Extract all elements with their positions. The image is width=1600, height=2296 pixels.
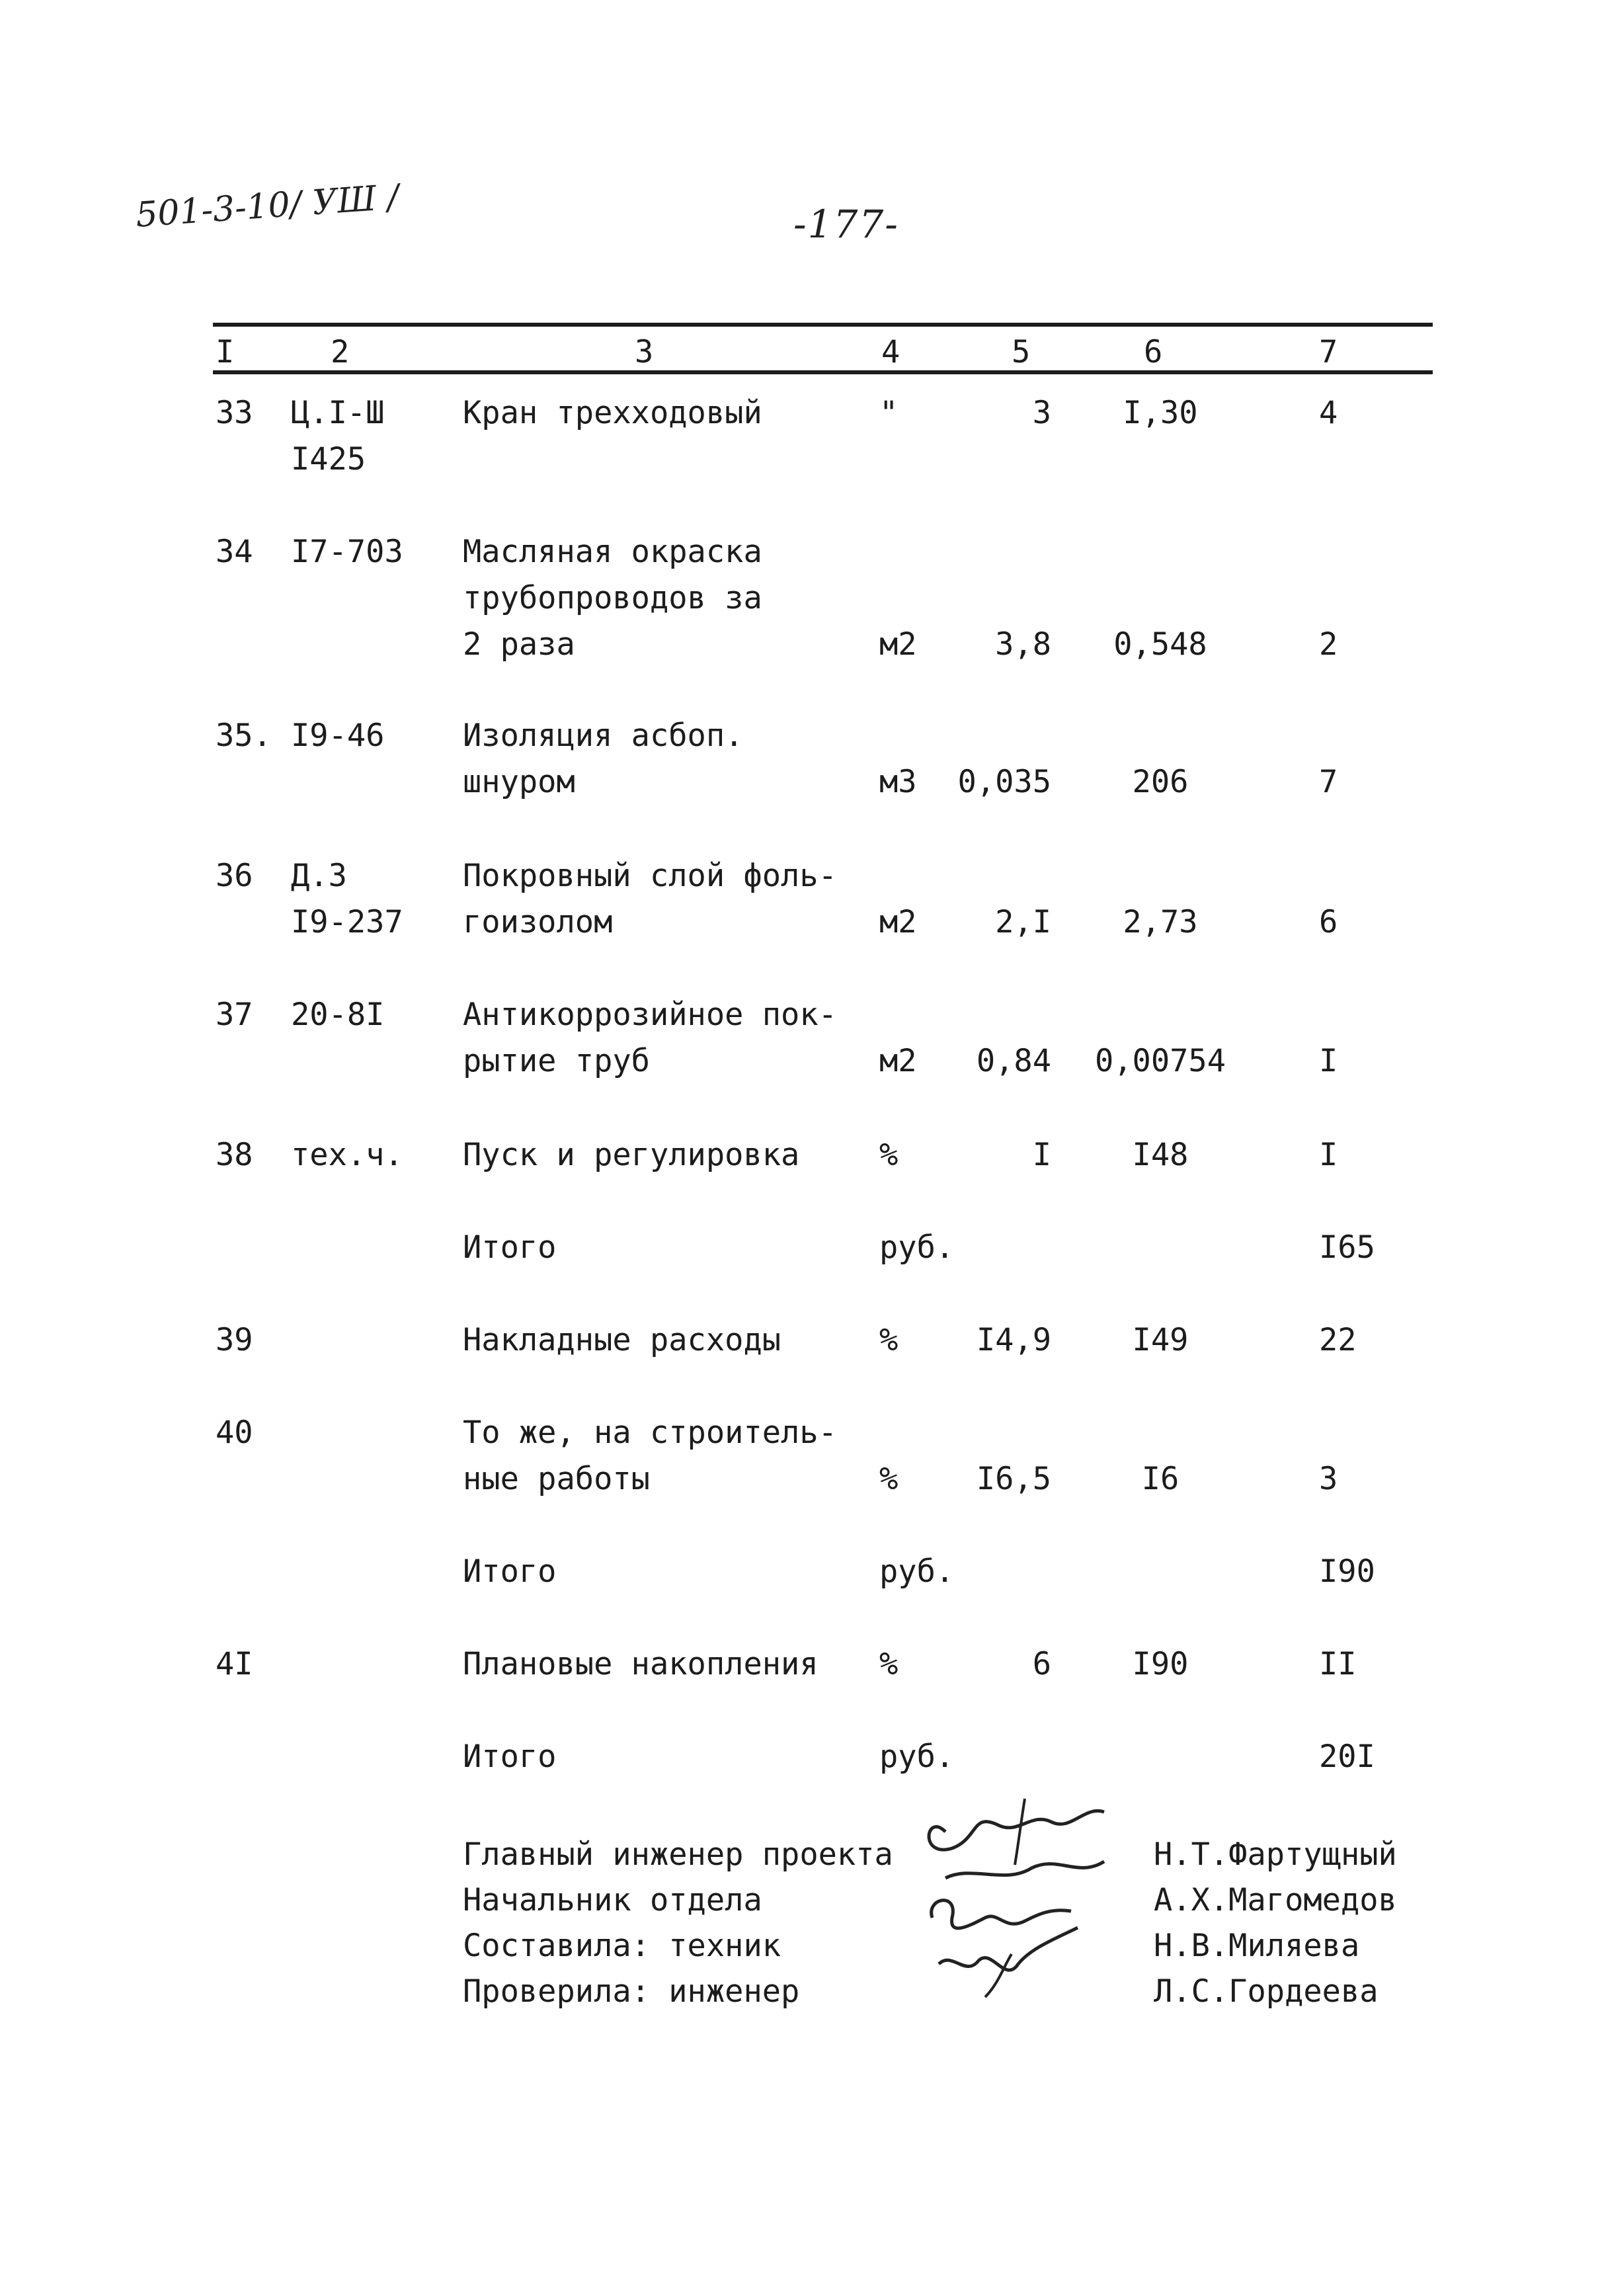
row-unit: " [879,395,899,431]
col-header-7: 7 [1319,334,1338,370]
row-code: I9-46 [291,718,385,754]
signature-name: Н.В.Миляева [1154,1928,1360,1964]
row-unit: руб. [879,1229,955,1266]
row-price: 0,548 [1113,626,1207,663]
row-number: 35. [216,718,272,754]
page-number: -177- [793,202,899,247]
row-unit: % [879,1646,899,1682]
signature-name: Л.С.Гордеева [1154,1973,1379,2010]
row-name: 2 раза [463,626,575,663]
row-total: I65 [1319,1229,1375,1266]
row-name: Накладные расходы [463,1322,781,1358]
row-price: I49 [1132,1322,1189,1358]
row-quantity: 0,84 [976,1043,1051,1079]
row-code: I7-703 [291,534,403,570]
row-quantity: 3 [1032,395,1051,431]
row-quantity: I [1032,1137,1051,1173]
row-price: I,30 [1123,395,1198,431]
row-total: II [1319,1646,1357,1682]
row-price: I6 [1141,1461,1180,1497]
row-name: Кран трехходовый [463,395,762,431]
row-price: 206 [1132,764,1189,800]
row-name: шнуром [463,764,575,800]
handwritten-signatures [906,1785,1131,2010]
row-number: 36 [216,858,253,894]
signature-role: Составила: техник [463,1928,781,1964]
col-header-6: 6 [1144,334,1163,370]
row-price: 0,00754 [1094,1043,1226,1079]
row-name: Антикоррозийное пок- [463,997,837,1033]
row-number: 39 [216,1322,253,1358]
row-unit: м2 [879,626,917,663]
row-price: I48 [1132,1137,1189,1173]
row-code: тех.ч. [291,1137,403,1173]
row-unit: м3 [879,764,917,800]
col-header-3: 3 [635,334,654,370]
row-unit: % [879,1322,899,1358]
signature-role: Проверила: инженер [463,1973,800,2010]
row-unit: м2 [879,904,917,940]
signature-role: Начальник отдела [463,1882,762,1918]
signature-role: Главный инженер проекта [463,1836,893,1873]
row-number: 37 [216,997,253,1033]
row-quantity: I6,5 [976,1461,1051,1497]
row-quantity: 2,I [995,904,1051,940]
row-total: 7 [1319,764,1338,800]
row-name: гоизолом [463,904,613,940]
row-unit: % [879,1137,899,1173]
row-name: Покровный слой фоль- [463,858,837,894]
row-name: Пуск и регулировка [463,1137,800,1173]
document-code: 501-3-10/ УШ / [134,177,401,235]
row-total: 3 [1319,1461,1338,1497]
row-total: I90 [1319,1553,1375,1590]
row-name: Итого [463,1229,557,1266]
row-total: 6 [1319,904,1338,940]
signature-name: А.Х.Магомедов [1154,1882,1397,1918]
row-price: I90 [1132,1646,1189,1682]
row-code: Д.3 [291,858,347,894]
row-name: Итого [463,1553,557,1590]
col-header-1: I [216,334,235,370]
row-unit: руб. [879,1553,955,1590]
row-name: То же, на строитель- [463,1414,837,1451]
row-total: 20I [1319,1739,1375,1775]
row-number: 34 [216,534,253,570]
row-code: Ц.I-Ш [291,395,385,431]
row-number: 4I [216,1646,253,1682]
row-number: 40 [216,1414,253,1451]
row-name: трубопроводов за [463,580,762,616]
row-unit: руб. [879,1739,955,1775]
row-unit: % [879,1461,899,1497]
row-name: Изоляция асбоп. [463,718,744,754]
row-total: 2 [1319,626,1338,663]
row-name: ные работы [463,1461,650,1497]
row-total: 22 [1319,1322,1357,1358]
row-price: 2,73 [1123,904,1198,940]
row-code: 20-8I [291,997,385,1033]
row-number: 33 [216,395,253,431]
row-quantity: 0,035 [957,764,1051,800]
row-quantity: I4,9 [976,1322,1051,1358]
row-name: Масляная окраска [463,534,762,570]
col-header-5: 5 [1012,334,1031,370]
row-total: I [1319,1043,1338,1079]
row-name: Итого [463,1739,557,1775]
row-total: 4 [1319,395,1338,431]
row-code: I425 [291,441,366,477]
row-total: I [1319,1137,1338,1173]
row-number: 38 [216,1137,253,1173]
row-quantity: 6 [1032,1646,1051,1682]
row-name: рытие труб [463,1043,650,1079]
row-unit: м2 [879,1043,917,1079]
row-name: Плановые накопления [463,1646,819,1682]
col-header-4: 4 [881,334,900,370]
signature-name: Н.Т.Фартущный [1154,1836,1397,1873]
row-code: I9-237 [291,904,403,940]
row-quantity: 3,8 [995,626,1051,663]
col-header-2: 2 [331,334,350,370]
